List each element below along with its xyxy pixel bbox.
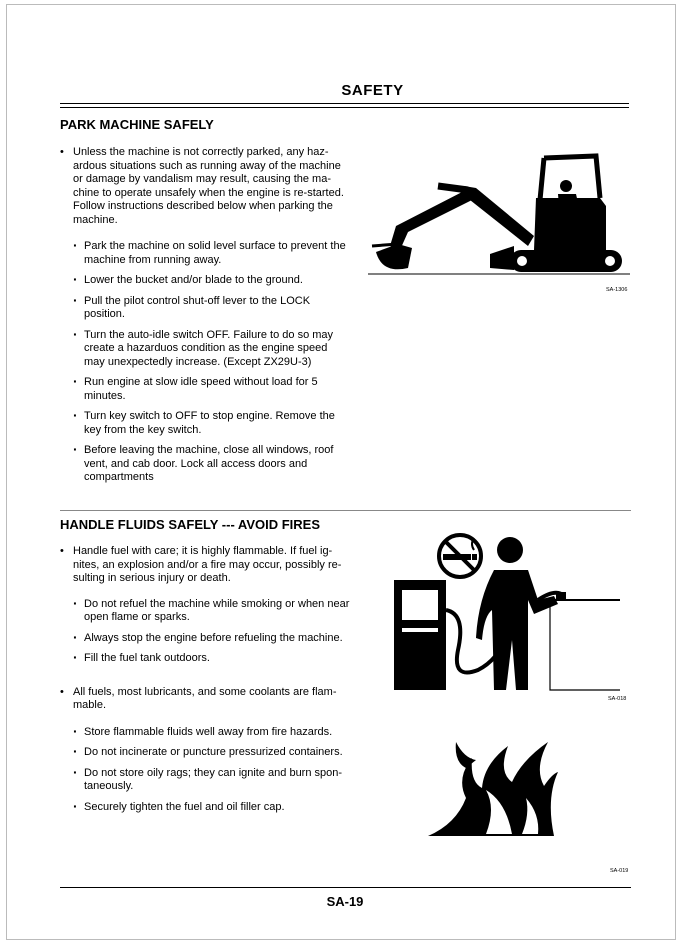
list-item <box>60 329 360 370</box>
figure-code: SA-018 <box>608 696 627 702</box>
list-item <box>60 410 360 437</box>
section-body-park <box>60 146 360 485</box>
intro-paragraph <box>60 545 360 586</box>
person-refueling-icon <box>476 537 564 690</box>
text-line: · Turn key switch to OFF to stop engine. Remove the <box>84 410 335 422</box>
text-line: · Do not incinerate or puncture pressurized containers. <box>84 746 343 758</box>
list-item <box>60 274 360 288</box>
page-title: SAFETY <box>341 82 404 99</box>
text-line: position. <box>84 308 125 320</box>
no-smoking-icon <box>439 535 481 577</box>
text-line: compartments <box>84 471 154 483</box>
section-divider <box>60 510 631 511</box>
list-item <box>60 726 360 740</box>
text-line: chine to operate unsafely when the engine is re-started. <box>73 186 344 199</box>
text-line: key from the key switch. <box>84 423 202 436</box>
text-line: · Turn the auto-idle switch OFF. Failure to do so may <box>84 328 334 341</box>
text-line: · Pull the pilot control shut-off lever to the LOCK <box>84 294 311 307</box>
text-line: ardous situations such as running away of the machine <box>73 159 341 172</box>
list-item <box>60 295 360 322</box>
flame-icon <box>426 738 560 838</box>
text-line: Follow instructions described below when parking the <box>73 200 333 212</box>
text-line: · Lower the bucket and/or blade to the ground. <box>84 274 303 286</box>
list-item <box>60 801 360 815</box>
section-heading-park: PARK MACHINE SAFELY <box>60 117 214 132</box>
intro-paragraph <box>60 146 360 227</box>
text-line: sulting in serious injury or death. <box>73 572 231 584</box>
list-item <box>60 598 360 625</box>
text-line: nites, an explosion and/or a fire may occur, possibly re- <box>73 558 342 571</box>
text-line: · Fill the fuel tank outdoors. <box>84 652 210 664</box>
figure-code: SA-019 <box>610 868 629 874</box>
footer-rule <box>60 887 631 888</box>
figure-code: SA-1306 <box>606 287 628 293</box>
text-line: vent, and cab door. Lock all access doors and <box>84 457 308 470</box>
intro-paragraph <box>60 686 360 713</box>
section-heading-fluids: HANDLE FLUIDS SAFELY --- AVOID FIRES <box>60 517 321 532</box>
list-item <box>60 767 360 794</box>
list-item <box>60 632 360 646</box>
refueling-figure <box>388 530 620 692</box>
list-item <box>60 376 360 403</box>
text-line: · Before leaving the machine, close all windows, roof <box>84 444 334 456</box>
text-line: machine from running away. <box>84 253 222 266</box>
text-line: • Handle fuel with care; it is highly flammable. If fuel ig- <box>73 545 333 557</box>
text-line: · Do not store oily rags; they can ignite and burn spon- <box>84 766 343 779</box>
list-item <box>60 652 360 666</box>
text-line: machine. <box>73 213 118 226</box>
section-body-fluids <box>60 545 360 814</box>
text-line: taneously. <box>84 780 134 792</box>
text-line: · Securely tighten the fuel and oil filler cap. <box>84 800 285 813</box>
text-line: · Park the machine on solid level surface to prevent the <box>84 240 346 252</box>
text-line: or damage by vandalism may result, causing the ma- <box>73 173 332 185</box>
text-line: • All fuels, most lubricants, and some coolants are flam- <box>73 685 337 698</box>
text-line: · Store flammable fluids well away from fire hazards. <box>84 725 333 738</box>
list-item <box>60 746 360 760</box>
text-line: create a hazarduos condition as the engine speed <box>84 342 328 354</box>
list-item <box>60 444 360 485</box>
text-line: minutes. <box>84 389 126 402</box>
text-line: · Always stop the engine before refueling the machine. <box>84 631 343 644</box>
text-line: · Do not refuel the machine while smoking or when near <box>84 597 350 610</box>
excavator-icon <box>368 150 630 280</box>
list-item <box>60 240 360 267</box>
page-number: SA-19 <box>326 894 364 909</box>
text-line: open flame or sparks. <box>84 611 190 623</box>
text-line: · Run engine at slow idle speed without load for 5 <box>84 376 318 388</box>
text-line: mable. <box>73 699 107 711</box>
title-rule <box>60 103 629 108</box>
text-line: may unexpectedly increase. (Except ZX29U-3) <box>84 355 312 368</box>
text-line: • Unless the machine is not correctly parked, any haz- <box>73 146 329 158</box>
